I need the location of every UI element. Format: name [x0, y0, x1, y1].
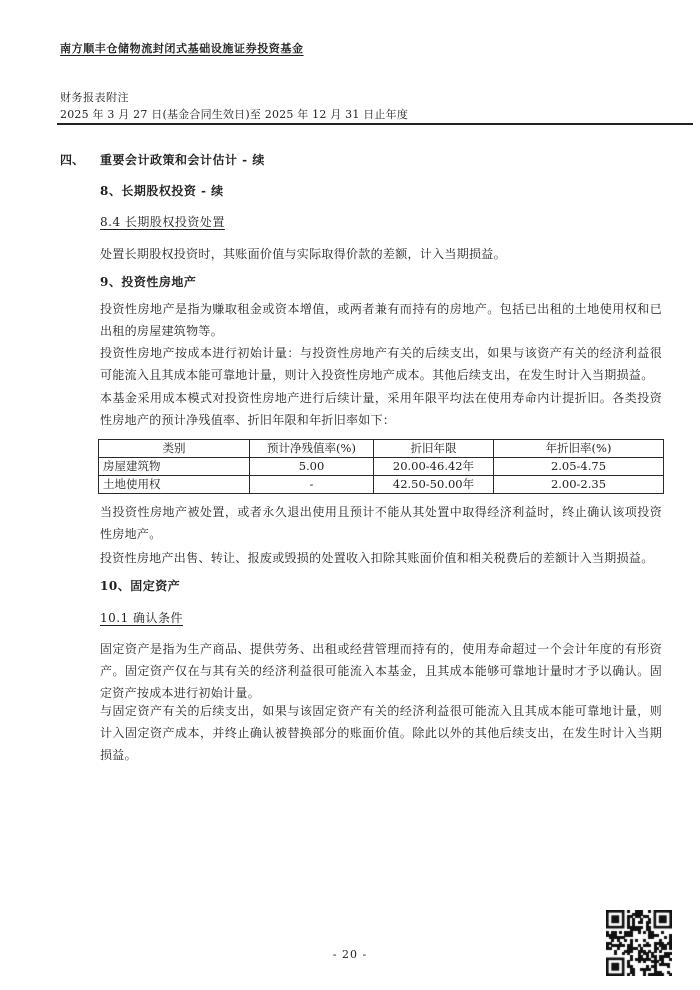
col-header-residual-rate: 预计净残值率(%) [250, 440, 374, 458]
paragraph-9-1: 投资性房地产是指为赚取租金或资本增值，或两者兼有而持有的房地产。包括已出租的土地使用权和已出租的房屋建筑物等。 [100, 302, 662, 338]
col-header-useful-life: 折旧年限 [374, 440, 494, 458]
paragraph-9-5: 投资性房地产出售、转让、报废或毁损的处置收入扣除其账面价值和相关税费后的差额计入当期损益。 [100, 551, 654, 565]
table-row [99, 476, 664, 494]
cell-annual-rate: 2.05-4.75 [494, 458, 664, 476]
section-title: 重要会计政策和会计估计 - 续 [100, 153, 265, 167]
paragraph-9-4: 当投资性房地产被处置，或者永久退出使用且预计不能从其处置中取得经济利益时，终止确认该项投资性房地产。 [100, 505, 662, 541]
heading-10: 10、固定资产 [100, 579, 181, 593]
cell-useful-life: 20.00-46.42年 [374, 458, 494, 476]
cell-useful-life: 42.50-50.00年 [374, 476, 494, 494]
paragraph-9-3: 本基金采用成本模式对投资性房地产进行后续计量，采用年限平均法在使用寿命内计提折旧。各类投资性房地产的预计净残值率、折旧年限和年折旧率如下： [100, 391, 662, 427]
report-period: 2025 年 3 月 27 日(基金合同生效日)至 2025 年 12 月 31 日止年度 [60, 108, 409, 121]
paragraph-10-2: 与固定资产有关的后续支出，如果与该固定资产有关的经济利益很可能流入且其成本能可靠地计量，则计入固定资产成本，并终止确认被替换部分的账面价值。除此以外的其他后续支出，在发生时计入当期损益。 [100, 704, 662, 762]
qr-code [606, 910, 672, 976]
depreciation-table [98, 439, 664, 494]
paragraph-8-4: 处置长期股权投资时，其账面价值与实际取得价款的差额，计入当期损益。 [100, 247, 506, 261]
col-header-annual-rate: 年折旧率(%) [494, 440, 664, 458]
cell-residual-rate: - [250, 476, 374, 494]
cell-annual-rate: 2.00-2.35 [494, 476, 664, 494]
cell-category: 房屋建筑物 [99, 458, 250, 476]
cell-residual-rate: 5.00 [250, 458, 374, 476]
heading-8: 8、长期股权投资 - 续 [100, 184, 224, 198]
heading-10-1: 10.1 确认条件 [100, 611, 184, 625]
section-number: 四、 [60, 153, 85, 167]
report-title: 财务报表附注 [60, 91, 129, 104]
paragraph-10-1: 固定资产是指为生产商品、提供劳务、出租或经营管理而持有的，使用寿命超过一个会计年度的有形资产。固定资产仅在与其有关的经济利益很可能流入本基金，且其成本能够可靠地计量时才予以确认。固定资产按成本进行初始计量。 [100, 642, 662, 700]
fund-name: 南方顺丰仓储物流封闭式基础设施证券投资基金 [60, 42, 304, 55]
page-number: - 20 - [332, 948, 368, 961]
heading-9: 9、投资性房地产 [100, 275, 197, 289]
table-row [99, 458, 664, 476]
paragraph-9-2: 投资性房地产按成本进行初始计量：与投资性房地产有关的后续支出，如果与该资产有关的经济利益很可能流入且其成本能可靠地计量，则计入投资性房地产成本。其他后续支出，在发生时计入当期损益。 [100, 346, 662, 382]
table-header-row [99, 440, 664, 458]
col-header-category: 类别 [99, 440, 250, 458]
heading-8-4: 8.4 长期股权投资处置 [100, 215, 225, 229]
header-divider [57, 123, 693, 125]
cell-category: 土地使用权 [99, 476, 250, 494]
